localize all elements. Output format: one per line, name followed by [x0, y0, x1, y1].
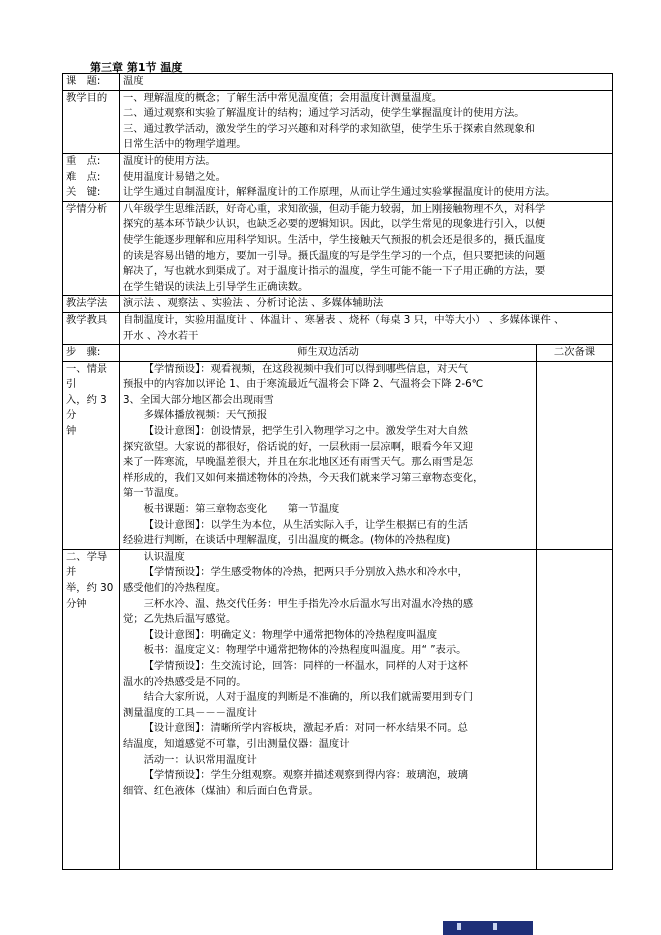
section1-line: 【设计意图】：以学生为本位，从生活实际入手，让学生根据已有的生活: [143, 518, 468, 531]
row-analysis: [63, 201, 613, 296]
analysis-line: 解决了，写也就水到渠成了。对于温度计指示的温度，学生可能不能一下子用正确的方法，要: [123, 265, 546, 278]
section2-line: 【设计意图】：明确定义：物理学中通常把物体的冷热程度叫温度: [143, 628, 438, 641]
section2-line: 感受他们的冷热程度。: [123, 582, 226, 594]
step-header: 步 骤:: [63, 345, 120, 362]
section2-remark: [537, 549, 613, 870]
analysis-line: 探究的基本环节缺少认识，也缺乏必要的逻辑知识。因此，以学生常见的现象进行引入，以便: [123, 218, 546, 231]
remark-header: 二次备课: [537, 345, 613, 362]
tools-content: [120, 312, 613, 344]
thermometer-image-strip: [443, 921, 533, 935]
section2-blank-space: [123, 841, 533, 855]
section2-blank-space: [123, 813, 533, 827]
tools-line: 自制温度计，实验用温度计 、体温计 、寒暑表 、烧杯（每桌 3 只，中等大小） 、多媒体课件 、: [123, 313, 565, 326]
method-value: 演示法 、观察法 、实验法 、分析讨论法 、多媒体辅助法: [120, 296, 613, 313]
section1-label-line: 一、情景引: [66, 362, 108, 391]
section1-line: 探究欲望。大家说的都很好，俗话说的好，一层秋雨一层凉啊，眼看今年又迎: [123, 440, 474, 453]
section1-label-line: 钟: [66, 425, 77, 438]
section1-line: 样形成的，我们又如何来描述物体的冷热，今天我们就来学习第三章物态变化，: [123, 471, 484, 484]
section2-blank-space: [123, 855, 533, 869]
key-labels: [63, 153, 120, 201]
activity-header: 师生双边活动: [120, 345, 537, 362]
topic-label: 课 题:: [63, 74, 120, 91]
section2-line: 【学情预设】：学生分组观察。观察并描述观察到得内容：玻璃泡，玻璃: [143, 769, 468, 782]
row-tools: [63, 312, 613, 344]
goals-line: 三、通过教学活动，激发学生的学习兴趣和对科学的求知欲望，使学生乐于探索自然现象和: [123, 122, 535, 135]
method-label: 教法学法: [63, 296, 120, 313]
goals-label: 教学目的: [63, 90, 120, 153]
section2-line: 细管、红色液体（煤油）和后面白色背景。: [123, 784, 319, 797]
section1-label-line: 入，约 3 分: [66, 393, 107, 422]
row-section-1: [63, 361, 613, 549]
section1-line: 预报中的内容加以评论 1、由于寒流最近气温将会下降 2、气温将会下降 2-6℃: [123, 378, 484, 391]
section2-line: 【设计意图】：清晰所学内容板块，激起矛盾：对同一杯水结果不同。总: [143, 722, 468, 735]
section2-line: 觉；乙先热后温写感觉。: [123, 613, 237, 626]
section2-line: 认识温度: [143, 550, 185, 563]
section2-line: 活动一：认识常用温度计: [143, 753, 257, 766]
section2-line: 结合大家所说，人对于温度的判断是不准确的，所以我们就需要用到专门: [143, 691, 474, 704]
analysis-line: 八年级学生思维活跃，好奇心重，求知欲强，但动手能力较弱，加上刚接触物理不久，对科学: [123, 202, 546, 215]
lesson-plan-table: [62, 73, 613, 870]
section2-line: 三杯水冷、温、热交代任务：甲生手指先冷水后温水写出对温水冷热的感: [143, 597, 474, 610]
section1-line: 经验进行判断，在谈话中理解温度，引出温度的概念。(物体的冷热程度): [123, 534, 451, 547]
key-label-difficulty: 难 点:: [66, 170, 101, 183]
section2-label: [63, 549, 120, 870]
section1-line: 第一节温度。: [123, 487, 185, 500]
section2-line: 【学情预设】：学生感受物体的冷热，把两只手分别放入热水和冷水中，: [143, 566, 468, 579]
key-line: 使用温度计易错之处。: [123, 170, 226, 183]
analysis-label: 学情分析: [63, 201, 120, 296]
section2-content: [120, 549, 537, 870]
section2-line: 测量温度的工具－－－温度计: [123, 706, 257, 719]
section1-label: [63, 361, 120, 549]
section1-content: [120, 361, 537, 549]
section1-line: 多媒体播放视频：天气预报: [143, 409, 268, 422]
goals-line: 二、通过观察和实验了解温度计的结构；通过学习活动，使学生掌握温度计的使用方法。: [123, 107, 525, 120]
section2-label-line: 举，约 30: [66, 582, 114, 594]
section2-line: 温水的冷热感受是不同的。: [123, 675, 247, 688]
key-line: 温度计的使用方法。: [123, 154, 216, 167]
row-method: [63, 296, 613, 313]
key-label-focus: 重 点:: [66, 154, 101, 167]
goals-line: 一、理解温度的概念；了解生活中常见温度值；会用温度计测量温度。: [123, 91, 443, 104]
section2-label-line: 二、学导并: [66, 550, 108, 579]
section2-blank-space: [123, 827, 533, 841]
section2-label-line: 分钟: [66, 597, 87, 610]
goals-content: [120, 90, 613, 153]
section1-remark: [537, 361, 613, 549]
section1-line: 【学情预设】：观看视频，在这段视频中我们可以得到哪些信息，对天气: [143, 362, 468, 375]
page-title: 第三章 第1节 温度: [90, 61, 183, 74]
analysis-line: 使学生能逐步理解和应用科学知识。生活中，学生接触天气预报的机会还是很多的，摄氏温度: [123, 233, 546, 246]
section1-line: 来了一阵寒流，早晚温差很大，并且在东北地区还有雨雪天气。那么雨雪是怎: [123, 456, 474, 469]
section2-line: 结温度，知道感觉不可靠，引出测量仪器：温度计: [123, 737, 350, 750]
section2-blank-space: [123, 799, 533, 813]
row-header: [63, 345, 613, 362]
section1-line: 板书课题：第三章物态变化 第一节温度: [143, 503, 340, 516]
row-topic: [63, 74, 613, 91]
key-line: 让学生通过自制温度计，解释温度计的工作原理，从而让学生通过实验掌握温度计的使用方法。: [123, 186, 556, 199]
topic-value: 温度: [120, 74, 613, 91]
key-label-key: 关 键:: [66, 186, 101, 199]
row-goals: [63, 90, 613, 153]
goals-line: 日常生活中的物理学道理。: [123, 138, 247, 151]
tools-label: 教学教具: [63, 312, 120, 344]
key-content: [120, 153, 613, 201]
row-key-points: [63, 153, 613, 201]
section2-line: 板书：温度定义：物理学中通常把物体的冷热程度叫温度。用“ ”表示。: [143, 644, 467, 657]
section2-line: 【学情预设】：生交流讨论，回答：同样的一杯温水，同样的人对于这杯: [143, 659, 468, 672]
section1-line: 【设计意图】：创设情景，把学生引入物理学习之中。激发学生对大自然: [143, 425, 468, 438]
analysis-line: 的读是容易出错的地方，要加一引导。摄氏温度的写是学生学习的一个点，但只要把读的问题: [123, 249, 546, 262]
analysis-line: 在学生错误的读法上引导学生正确读数。: [123, 280, 309, 293]
section1-line: 3、全国大部分地区都会出现雨雪: [123, 393, 274, 406]
analysis-content: [120, 201, 613, 296]
tools-line: 开水 、冷水若干: [123, 329, 199, 342]
row-section-2: [63, 549, 613, 870]
